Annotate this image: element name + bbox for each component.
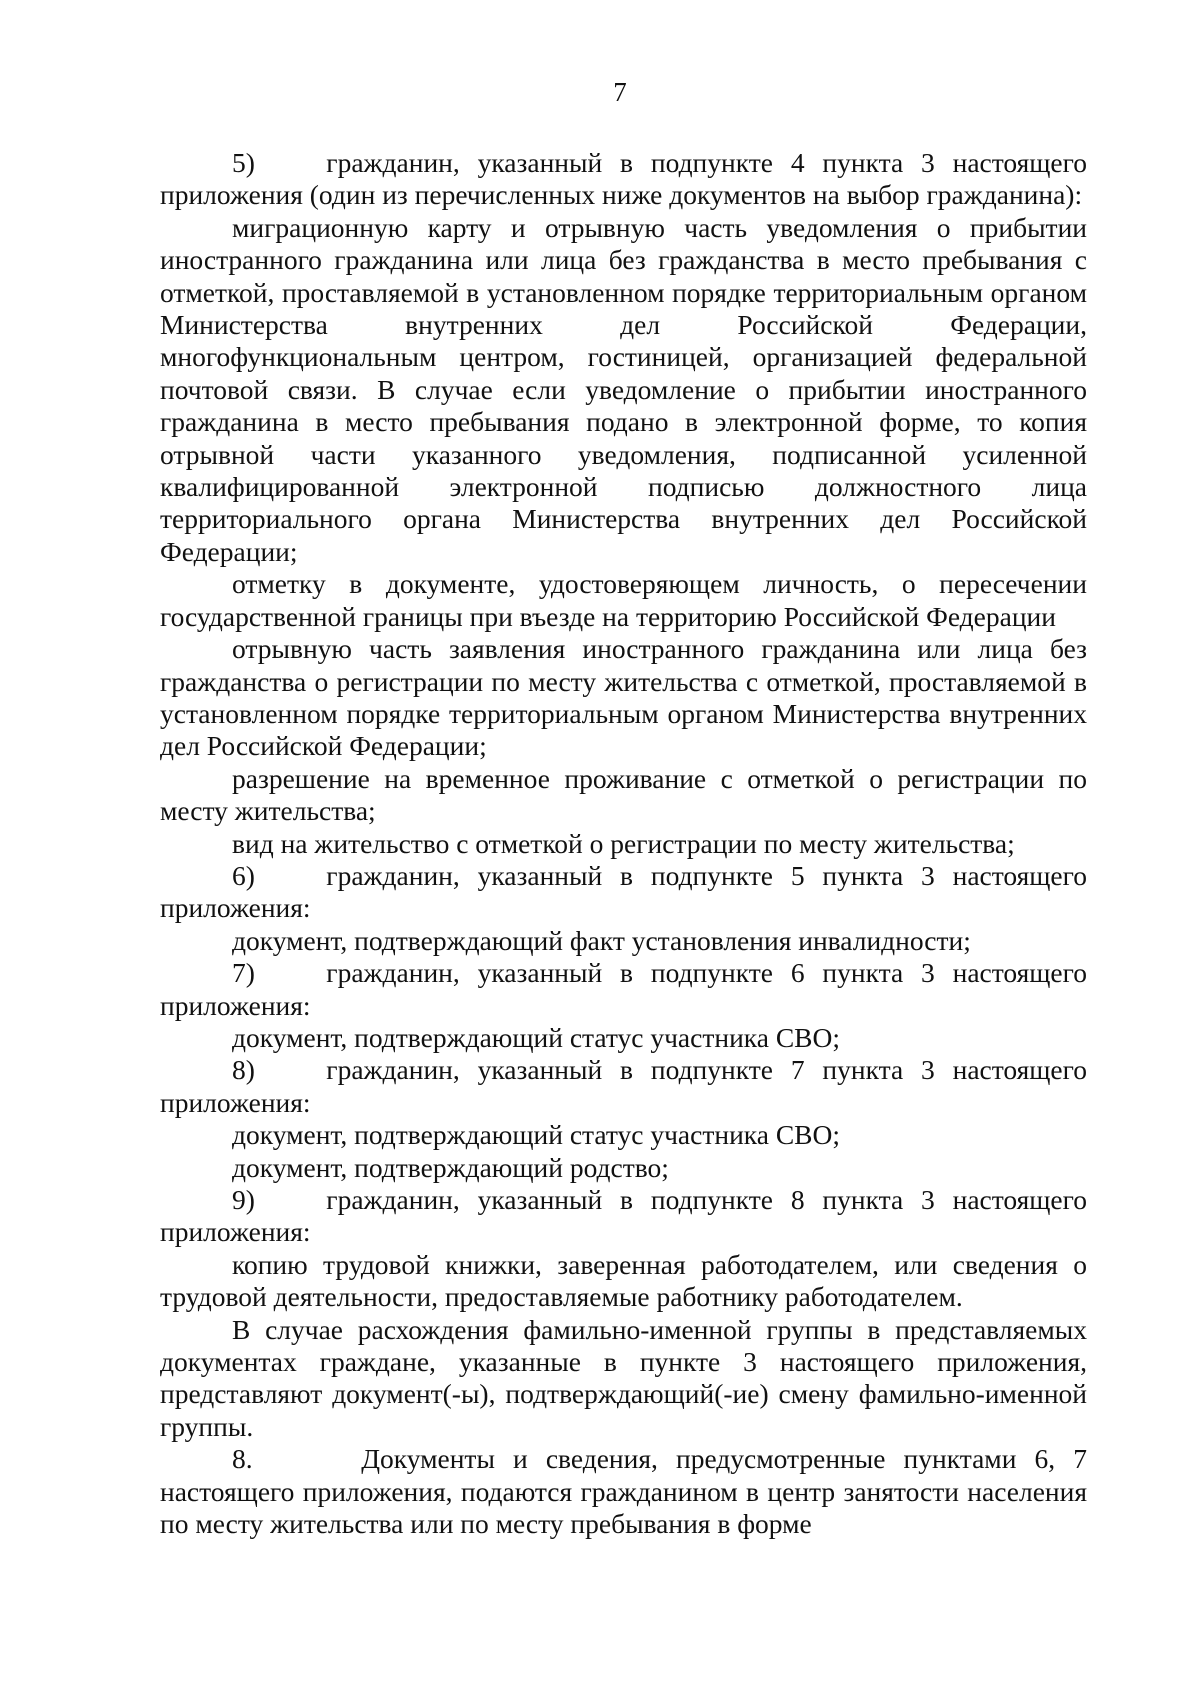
paragraph-item-8: 8) гражданин, указанный в подпункте 7 пункта 3 настоящего приложения:	[160, 1054, 1087, 1118]
paragraph-section-8: 8. Документы и сведения, предусмотренные пунктами 6, 7 настоящего приложения, подаются гражданином в центр занятости населения по месту жительства или по месту пребывания в форме	[160, 1443, 1087, 1540]
paragraph-svo-status-document-2: документ, подтверждающий статус участника СВО;	[232, 1119, 841, 1151]
paragraph-migration-card: миграционную карту и отрывную часть уведомления о прибытии иностранного гражданина или лица без гражданства в место пребывания с отметкой, проставляемой в установленном порядке территориальным органом Министерства внутренних дел Российской Федерации, многофункциональным центром, гостиницей, организацией федеральной почтовой связи. В случае если уведомление о прибытии иностранного гражданина в место пребывания подано в электронной форме, то копия отрывной части указанного уведомления, подписанной усиленной квалифицированной электронной подписью должностного лица территориального органа Министерства внутренних дел Российской Федерации;	[160, 211, 1087, 567]
paragraph-disability-document: документ, подтверждающий факт установления инвалидности;	[232, 924, 971, 956]
paragraph-temporary-residence: разрешение на временное проживание с отметкой о регистрации по месту жительства;	[160, 762, 1087, 827]
paragraph-residence-permit: вид на жительство с отметкой о регистрации по месту жительства;	[232, 827, 1015, 859]
paragraph-work-record: копию трудовой книжки, заверенная работодателем, или сведения о трудовой деятельности, предоставляемые работнику работодателем.	[160, 1248, 1087, 1313]
paragraph-item-6: 6) гражданин, указанный в подпункте 5 пункта 3 настоящего приложения:	[160, 859, 1087, 924]
paragraph-item-9: 9) гражданин, указанный в подпункте 8 пункта 3 настоящего приложения:	[160, 1184, 1087, 1248]
paragraph-border-mark: отметку в документе, удостоверяющем личность, о пересечении государственной границы при въезде на территорию Российской Федерации	[160, 568, 1087, 632]
paragraph-item-5: 5) гражданин, указанный в подпункте 4 пункта 3 настоящего приложения (один из перечисленных ниже документов на выбор гражданина):	[160, 147, 1087, 211]
paragraph-item-7: 7) гражданин, указанный в подпункте 6 пункта 3 настоящего приложения:	[160, 957, 1087, 1021]
paragraph-registration-application: отрывную часть заявления иностранного гражданина или лица без гражданства о регистрации по месту жительства с отметкой, проставляемой в установленном порядке территориальным органом Министерства внутренних дел Российской Федерации;	[160, 633, 1087, 762]
document-body	[160, 147, 1087, 1540]
paragraph-kinship-document: документ, подтверждающий родство;	[232, 1151, 669, 1183]
page-number: 7	[613, 77, 627, 107]
paragraph-name-discrepancy: В случае расхождения фамильно-именной группы в представляемых документах граждане, указанные в пункте 3 настоящего приложения, представляют документ(-ы), подтверждающий(-ие) смену фамильно-именной группы.	[160, 1313, 1087, 1442]
paragraph-svo-status-document: документ, подтверждающий статус участника СВО;	[232, 1021, 841, 1053]
